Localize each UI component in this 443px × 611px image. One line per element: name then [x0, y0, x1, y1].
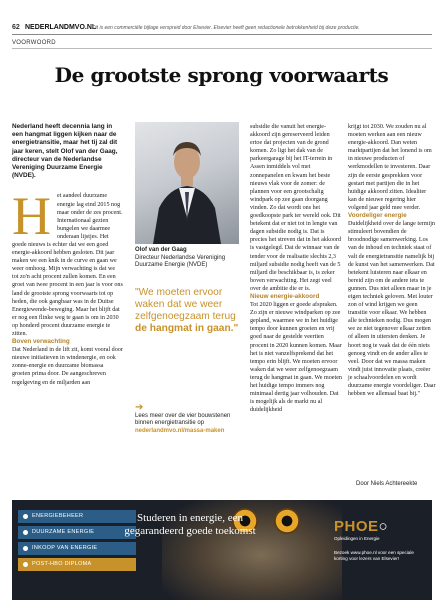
paragraph: Dat Nederland in de lift zit, komt vooral door nieuwe initiatieven in windenergie, en ook zonne-energie en duurzame biomassa groeien prima door. De aangeschreven regelgeving en de miljarden aan: [12, 347, 123, 386]
ad-topic: POST-HBO DIPLOMA: [18, 558, 136, 571]
paragraph: subsidie die vanuit het energie-akkoord zijn gereserveerd leiden ertoe dat projecten van de grond komen. Zo ligt het dak van de parkeergarage bij het IT-terrein in Assen inmiddels vol met zonnepanelen en kwam het beste nieuws vlak voor de zomer: de plannen voor een grootschalig windpark op zee gaan doorgang vinden. Zo dat wordt ons het goedkoopste park ter wereld ook. Dit betekent dat er niet tot in lengte van dagen subsidie nodig is. Dat is precies het streven dat in het akkoord is vastgelegd. Dat de winnaar van de tender voor de realisatie slechts 2,3 miljard subsidie nodig heeft van de 5 miljard die beschikbaar is, is zeker boven verwachting. Het zegt veel over de ambitie die er is.: [250, 124, 342, 292]
ad-topic: DUURZAME ENERGIE: [18, 526, 136, 539]
subheading: Voordeliger energie: [348, 212, 407, 220]
page-number: 62: [12, 24, 20, 31]
pull-quote: "We moeten ervoor waken dat we weer zelfgenoegzaam terug de hangmat in gaan.": [135, 287, 239, 334]
byline: Door Niels Achtereekte: [356, 481, 418, 487]
read-more: [135, 403, 245, 435]
advertisement-banner[interactable]: [12, 500, 432, 600]
subheading: Nieuw energie-akkoord: [250, 292, 320, 300]
column-4: [348, 123, 436, 398]
drop-cap: H: [12, 186, 51, 247]
disclaimer: Dit is een commerciële bijlage verspreid door Elsevier. Elsevier heeft geen redactionele betrokkenheid bij deze productie.: [92, 25, 360, 31]
article-title: De grootste sprong voorwaarts: [54, 63, 389, 87]
ad-headline: Studeren in energie, een gegarandeerd goede toekomst: [124, 512, 256, 537]
arrow-right-icon: ➔: [135, 402, 144, 413]
column-3: [250, 123, 342, 414]
owl-eye-icon: [274, 508, 300, 534]
phoe-logo: PHOE○: [334, 518, 389, 535]
subheading: Boven verwachting: [12, 338, 70, 346]
paragraph: Tot 2020 liggen er goede afspraken. Zo zijn er nieuwe windparken op zee gepland, waarmee we in het huidige tempo door kunnen groeien en vrij goed naar de gestelde veertien procent in 2020 kunnen komen. Maar het is niet vanzelfsprekend dat het tempo erin blijft. We moeten ervoor waken dat we weer zelfgenoegzaam terug de hangmat in gaan. We moeten het huidige tempo immers nog minimaal dertig jaar volhouden. Dat is mogelijk als de markt nu al duidelijkheid: [250, 302, 342, 414]
caption-role: Directeur Nederlandse Vereniging Duurzame Energie (NVDE): [135, 254, 226, 268]
phoe-info: Bezoek www.phoe.nl voor een speciale korting voor lezers van Elsevier!: [334, 550, 414, 561]
ad-topic-list: [18, 510, 136, 574]
caption-name: Olof van der Gaag: [135, 247, 187, 253]
paragraph: krijgt tot 2030. We zouden nu al moeten werken aan een nieuw energie-akkoord. Dan weten marktpartijen dat het lonend is om in nieuwe producten of werkmodellen te investeren. Daar zijn de eerste gesprekken voor gestart met partijen die in het huidige akkoord zitten. Idealiter kan de nieuwe regering hier volgend jaar geld mee verder.: [348, 124, 432, 211]
paragraph: Duidelijkheid over de lange termijn stimuleert bovendien de broodnodige samenwerking. Los van de inhoud en techniek staat of valt de energietransitie namelijk bij de kunst van het samenwerken. Dat betekent luisteren naar elkaar en bereid zijn om de andere iets te gunnen. Dus niet alleen maar in je eigen techniek geloven. Met louter zon of wind krijgen we geen transitie voor elkaar. We hebben alle technieken nodig. Dus mogen we ze niet tegenover elkaar zetten of alleen in uitersten denken. Je hoort nog te vaak dat de één niets genoeg vindt en de ander alles te veel. Door dat we massa maken vindt juist innovatie plaats, creëer je schaalvoordelen en wordt duurzame energie voordeliger. Daar hebben we allemaal baat bij.": [348, 221, 436, 398]
header-divider: [12, 34, 432, 35]
phoe-brand: [334, 518, 426, 562]
portrait-photo: [135, 122, 239, 244]
read-more-link[interactable]: nederlandmvo.nl/massa-maken: [135, 427, 225, 434]
column-1: [12, 123, 123, 387]
article-intro: Nederland heeft decennia lang in een hangmat liggen kijken naar de energietransitie, maar het tij zal dit jaar keren, stelt Olof van der Gaag, directeur van de Nederlandse Vereniging Duurzame Energie (NVDE).: [12, 123, 118, 180]
site-name: NEDERLANDMVO.NL: [25, 24, 97, 31]
photo-caption: [135, 247, 245, 270]
section-divider: [12, 48, 432, 49]
paragraph: Het aandeel duurzame energie lag eind 2015 nog maar onder de zes procent. Internationaal gezien bungelen we daarmee onderaan lijstjes. Het goede nieuws is echter dat we een goed energie-akkoord hebben gesloten. Dit jaar maken we een knik in de curve en gaan we weer omhoog. Mijn verwachting is dat we tot zo'n acht procent zullen komen. En een groei van twee procent in een jaar is voor ons land de grootste sprong voorwaarts tot op heden, die ook gangbaar was in de Duitse Energiewende-beweging. Maar het blijft dat er nog een flinke weg te gaan is om in 2030 op honderd procent duurzame energie te zitten.: [12, 186, 123, 338]
page-header: [0, 0, 443, 34]
phoe-tagline: Opleidingen in Energie: [334, 536, 380, 541]
section-label: VOORWOORD: [12, 40, 56, 46]
ad-topic: INKOOP VAN ENERGIE: [18, 542, 136, 555]
ad-topic: ENERGIEBEHEER: [18, 510, 136, 523]
read-more-text: Lees meer over de vier bouwstenen binnen energietransitie op: [135, 413, 231, 427]
